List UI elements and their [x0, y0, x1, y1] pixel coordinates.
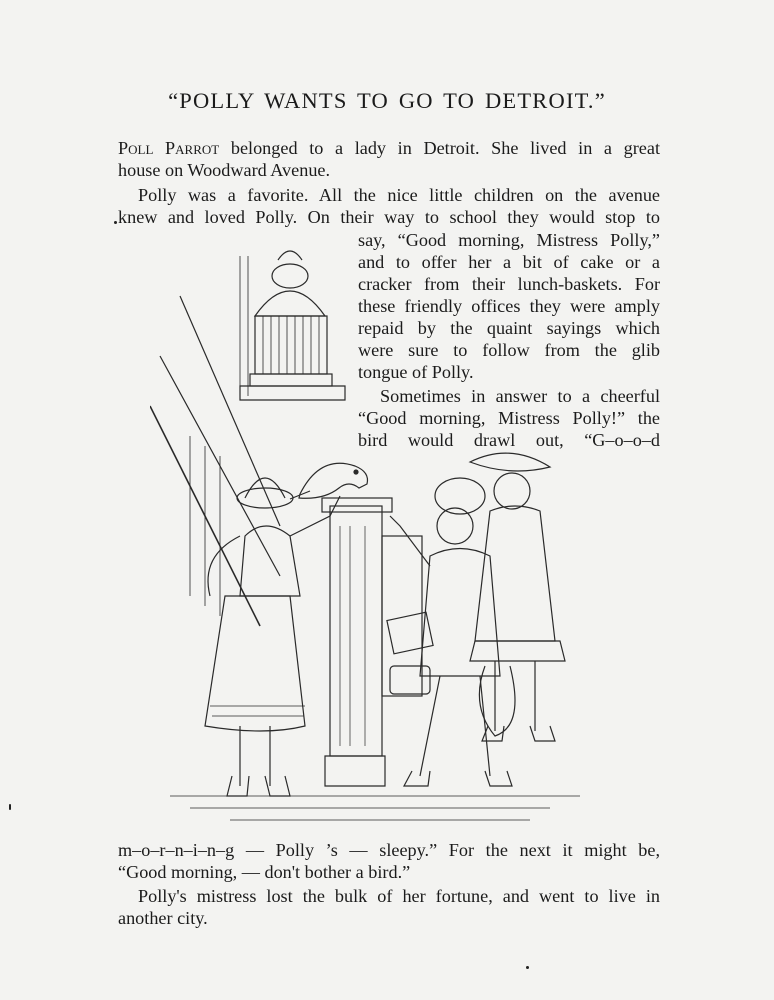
- girl-with-hat-figure: [470, 453, 565, 741]
- text-line: bird would drawl out, “G–o–o–d: [358, 430, 660, 450]
- text-line: another city.: [118, 908, 208, 928]
- text-span: belonged to a lady in Detroit. She lived in a great: [219, 138, 661, 158]
- text-line: tongue of Polly.: [358, 362, 474, 382]
- text-line: [118, 137, 660, 159]
- text-line: Polly was a favorite. All the nice little children on the avenue: [138, 185, 660, 205]
- text-line: “Good morning, — don't bother a bird.”: [118, 862, 411, 882]
- print-speck: [526, 966, 529, 969]
- text-line: repaid by the quaint sayings which: [358, 318, 660, 338]
- text-line: m–o–r–n–i–n–g — Polly ’s — sleepy.” For the next it might be,: [118, 840, 660, 860]
- boy-figure: [387, 478, 512, 786]
- text-line: “Good morning, Mistress Polly!” the: [358, 408, 660, 428]
- text-line: knew and loved Polly. On their way to school they would stop to: [118, 207, 660, 227]
- text-line: Sometimes in answer to a cheerful: [380, 386, 660, 406]
- parrot-icon: [290, 463, 368, 499]
- girl-figure: [205, 478, 340, 796]
- print-speck: [114, 221, 117, 224]
- text-line: cracker from their lunch-baskets. For: [358, 274, 660, 294]
- text-line: these friendly offices they were amply: [358, 296, 660, 316]
- text-line: Polly's mistress lost the bulk of her fortune, and went to live in: [138, 886, 660, 906]
- text-line: say, “Good morning, Mistress Polly,”: [358, 230, 660, 250]
- page-title: “POLLY WANTS TO GO TO DETROIT.”: [168, 88, 606, 113]
- text-line: and to offer her a bit of cake or a: [358, 252, 660, 272]
- porch-post: [322, 498, 422, 786]
- text-line: house on Woodward Avenue.: [118, 160, 331, 180]
- birdcage-icon: [240, 251, 345, 400]
- lead-small-caps: Poll Parrot: [118, 138, 220, 158]
- print-speck: [9, 804, 11, 810]
- parrot-children-illustration: [150, 236, 602, 836]
- text-line: were sure to follow from the glib: [358, 340, 660, 360]
